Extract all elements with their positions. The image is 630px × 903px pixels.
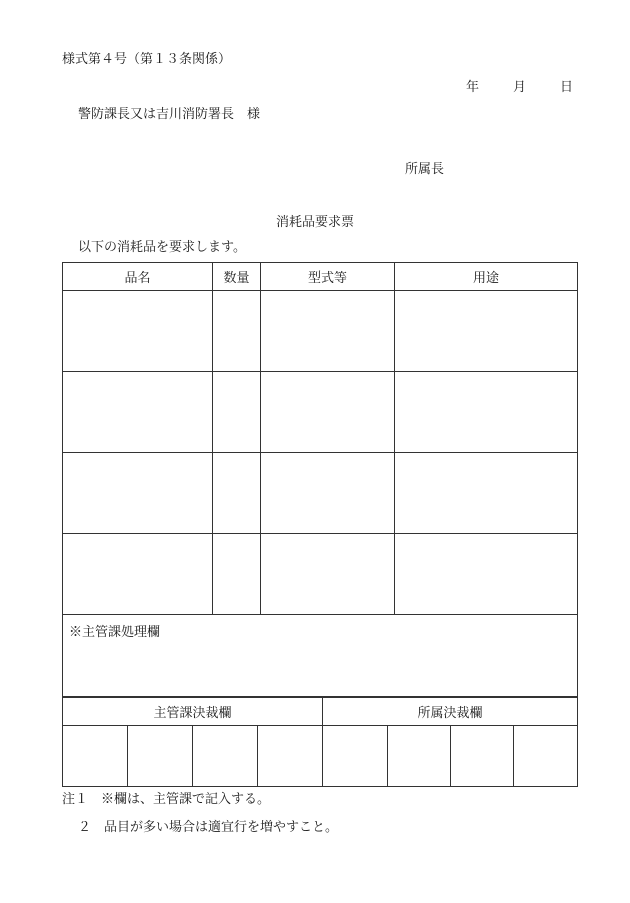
dept-approval-label: 所属決裁欄 [323,698,578,726]
header-item-name: 品名 [63,263,213,291]
stamp-cell[interactable] [193,726,258,787]
main-dept-approval-label: 主管課決裁欄 [63,698,323,726]
intro-text: 以下の消耗品を要求します。 [78,240,246,255]
cell-quantity[interactable] [213,372,261,453]
cell-item-name[interactable] [63,291,213,372]
cell-quantity[interactable] [213,291,261,372]
note-2: ２ 品目が多い場合は適宜行を増やすこと。 [78,820,339,835]
cell-item-name[interactable] [63,534,213,615]
cell-model[interactable] [261,453,395,534]
table-row [63,291,578,372]
date-day: 日 [560,80,574,95]
stamp-cell[interactable] [514,726,578,787]
stamp-cell[interactable] [258,726,323,787]
cell-model[interactable] [261,372,395,453]
cell-purpose[interactable] [395,453,578,534]
approval-table [62,697,578,787]
remarks-box[interactable] [62,615,578,697]
cell-purpose[interactable] [395,372,578,453]
items-table [62,262,578,615]
table-row [63,372,578,453]
cell-model[interactable] [261,534,395,615]
header-model: 型式等 [261,263,395,291]
table-row [63,453,578,534]
document-title: 消耗品要求票 [275,215,354,230]
date-line [466,80,573,96]
stamp-cell[interactable] [388,726,451,787]
cell-item-name[interactable] [63,372,213,453]
stamp-cell[interactable] [63,726,128,787]
cell-purpose[interactable] [395,534,578,615]
stamp-cell[interactable] [128,726,193,787]
approval-stamp-row [63,726,578,787]
cell-model[interactable] [261,291,395,372]
items-header-row [63,263,578,291]
table-row [63,534,578,615]
addressee: 警防課長又は吉川消防署長 様 [78,107,261,122]
cell-item-name[interactable] [63,453,213,534]
stamp-cell[interactable] [451,726,514,787]
remarks-label: ※主管課処理欄 [69,625,161,640]
cell-purpose[interactable] [395,291,578,372]
date-year: 年 [466,80,480,95]
approval-header-row [63,698,578,726]
cell-quantity[interactable] [213,453,261,534]
form-number: 様式第４号（第１３条関係） [62,52,232,67]
cell-quantity[interactable] [213,534,261,615]
date-month: 月 [513,80,527,95]
stamp-cell[interactable] [323,726,388,787]
note-1: 注１ ※欄は、主管課で記入する。 [62,792,271,807]
header-purpose: 用途 [395,263,578,291]
department-head-label: 所属長 [405,162,445,177]
header-quantity: 数量 [213,263,261,291]
